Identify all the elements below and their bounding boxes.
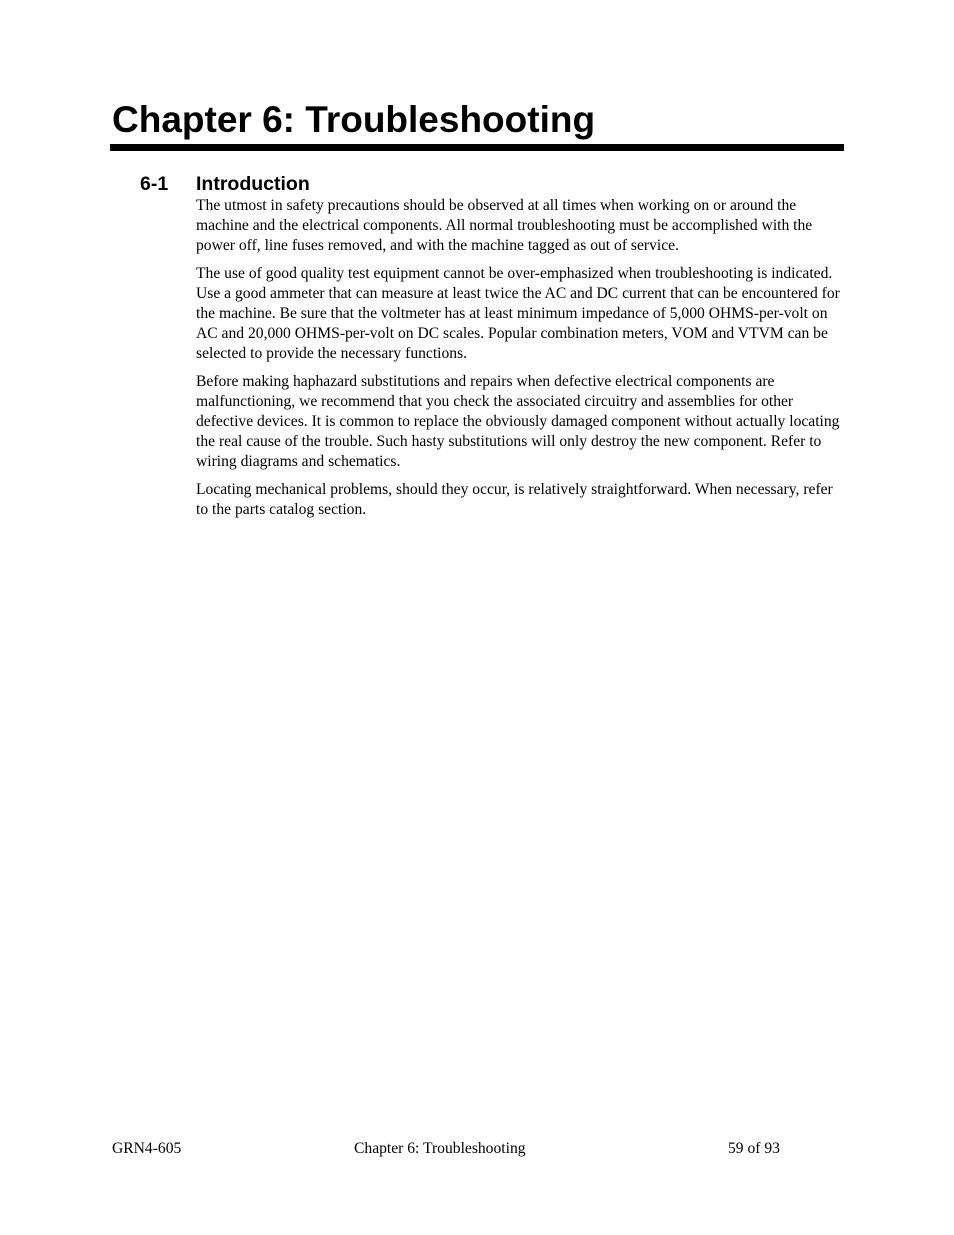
paragraph-test-equipment: The use of good quality test equipment cannot be over-emphasized when troubleshooting is indicated. Use a good ammeter that can measure at least twice the AC and DC current that can be encountered for the machine. Be sure that the voltmeter has at least minimum impedance of 5,000 OHMS-per-volt on AC and 20,000 OHMS-per-volt on DC scales. Popular combination meters, VOM and VTVM can be selected to provide the necessary functions. [196,265,840,362]
paragraph-safety: The utmost in safety precautions should be observed at all times when working on or around the machine and the electrical components. All normal troubleshooting must be accomplished with the power off, line fuses removed, and with the machine tagged as out of service. [196,197,813,254]
section-number: 6-1 [140,173,169,195]
section-body [196,196,844,529]
paragraph-mechanical: Locating mechanical problems, should they occur, is relatively straightforward. When necessary, refer to the parts catalog section. [196,481,833,519]
title-rule [110,144,844,151]
section-heading [140,172,310,196]
footer-page-indicator: 59 of 93 [728,1140,780,1157]
paragraph-substitutions: Before making haphazard substitutions and repairs when defective electrical components are malfunctioning, we recommend that you check the associated circuitry and assemblies for other defective devices. It is common to replace the obviously damaged component without actually locating the real cause of the trouble. Such hasty substitutions will only destroy the new component. Refer to wiring diagrams and schematics. [196,373,840,470]
footer-document-code: GRN4-605 [112,1140,182,1157]
section-title: Introduction [196,173,310,195]
chapter-title: Chapter 6: Troubleshooting [112,99,596,140]
footer-chapter-label: Chapter 6: Troubleshooting [354,1140,526,1157]
